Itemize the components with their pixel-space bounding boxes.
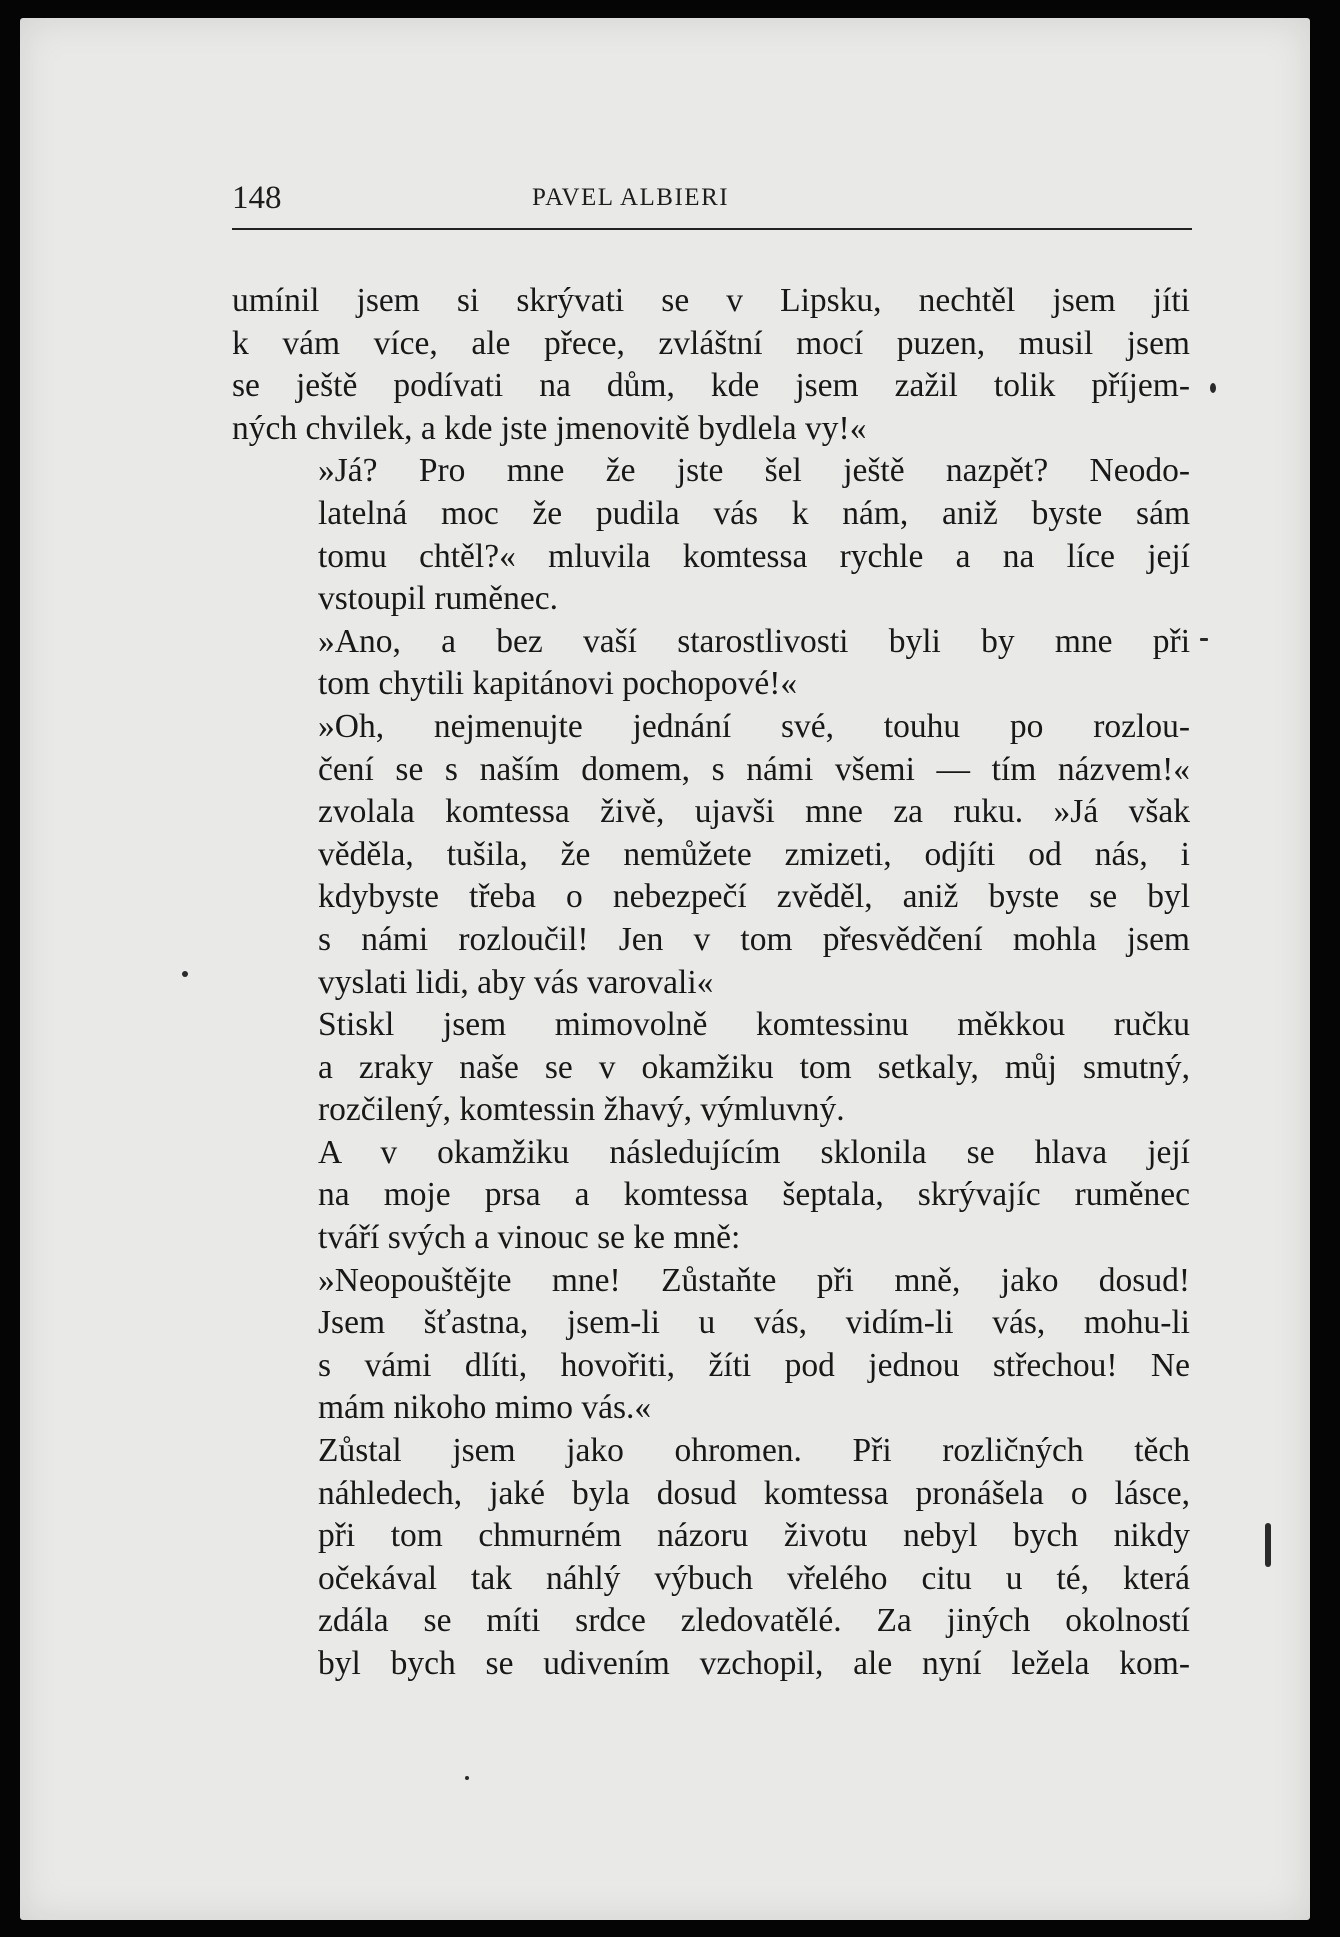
text-line: Stiskl jsem mimovolně komtessinu měkkou ručku [318,1006,1190,1044]
text-line: a zraky naše se v okamžiku tom setkaly, můj smutný, [318,1048,1190,1086]
book-page [20,18,1310,1920]
text-line: tomu chtěl?« mluvila komtessa rychle a na líce její [318,537,1190,575]
paragraph [232,1004,1190,1132]
paragraph [232,706,1190,1004]
scan-speck [1265,1523,1271,1567]
text-line: byl bych se udivením vzchopil, ale nyní ležela kom- [318,1645,1190,1682]
text-line: vstoupil ruměnec. [318,580,559,618]
text-line: »Neopouštějte mne! Zůstaňte při mně, jako dosud! [318,1261,1190,1299]
text-line: na moje prsa a komtessa šeptala, skrývajíc ruměnec [318,1176,1190,1214]
text-line: rozčilený, komtessin žhavý, výmluvný. [318,1091,845,1129]
text-line: kdybyste třeba o nebezpečí zvěděl, aniž byste se byl [318,878,1190,916]
text-line: s vámi dlíti, hovořiti, žíti pod jednou střechou! Ne [318,1346,1190,1384]
paragraph [232,621,1190,706]
text-line: vyslati lidi, aby vás varovali« [318,963,714,1001]
text-line: čení se s naším domem, s námi všemi — tím názvem!« [318,750,1190,788]
paragraph [232,450,1190,620]
text-line: zvolala komtessa živě, ujavši mne za ruku. »Já však [318,793,1190,831]
text-line: zdála se míti srdce zledovatělé. Za jiných okolností [318,1602,1190,1640]
text-line: k vám více, ale přece, zvláštní mocí puzen, musil jsem [232,324,1190,362]
paragraph [232,1132,1190,1260]
text-line: očekával tak náhlý výbuch vřelého citu u té, která [318,1559,1190,1597]
text-line: »Oh, nejmenujte jednání své, touhu po rozlou- [318,707,1190,745]
body-text [232,280,1190,1686]
page-number: 148 [232,180,282,216]
text-line: náhledech, jaké byla dosud komtessa pronášela o lásce, [318,1474,1190,1512]
text-line: s námi rozloučil! Jen v tom přesvědčení mohla jsem [318,920,1190,958]
scan-speck [465,1776,469,1780]
book-title: PAVEL ALBIERI [532,184,730,211]
text-line: tváří svých a vinouc se ke mně: [318,1219,741,1257]
text-line: »Já? Pro mne že jste šel ještě nazpět? Neodo- [318,452,1190,490]
text-line: umínil jsem si skrývati se v Lipsku, nechtěl jsem jíti [232,282,1190,319]
text-line: Jsem šťastna, jsem-li u vás, vidím-li vás, mohu-li [318,1304,1190,1342]
text-line: Zůstal jsem jako ohromen. Při rozličných těch [318,1432,1190,1470]
text-line: ných chvilek, a kde jste jmenovitě bydlela vy!« [232,409,867,447]
paragraph [232,1260,1190,1430]
scan-speck [1200,638,1208,641]
text-line: latelná moc že pudila vás k nám, aniž byste sám [318,494,1190,532]
text-line: tom chytili kapitánovi pochopové!« [318,665,798,703]
text-line: mám nikoho mimo vás.« [318,1389,652,1427]
text-line: při tom chmurném názoru životu nebyl bych nikdy [318,1517,1190,1555]
text-line: věděla, tušila, že nemůžete zmizeti, odjíti od nás, i [318,835,1190,873]
running-head [232,176,1192,230]
text-line: »Ano, a bez vaší starostlivosti byli by mne při [318,622,1190,660]
paragraph [232,1430,1190,1686]
scan-speck [1210,383,1216,393]
paragraph [232,280,1190,450]
text-line: se ještě podívati na dům, kde jsem zažil tolik příjem- [232,367,1190,405]
scan-speck [182,971,188,977]
text-line: A v okamžiku následujícím sklonila se hlava její [318,1133,1190,1171]
